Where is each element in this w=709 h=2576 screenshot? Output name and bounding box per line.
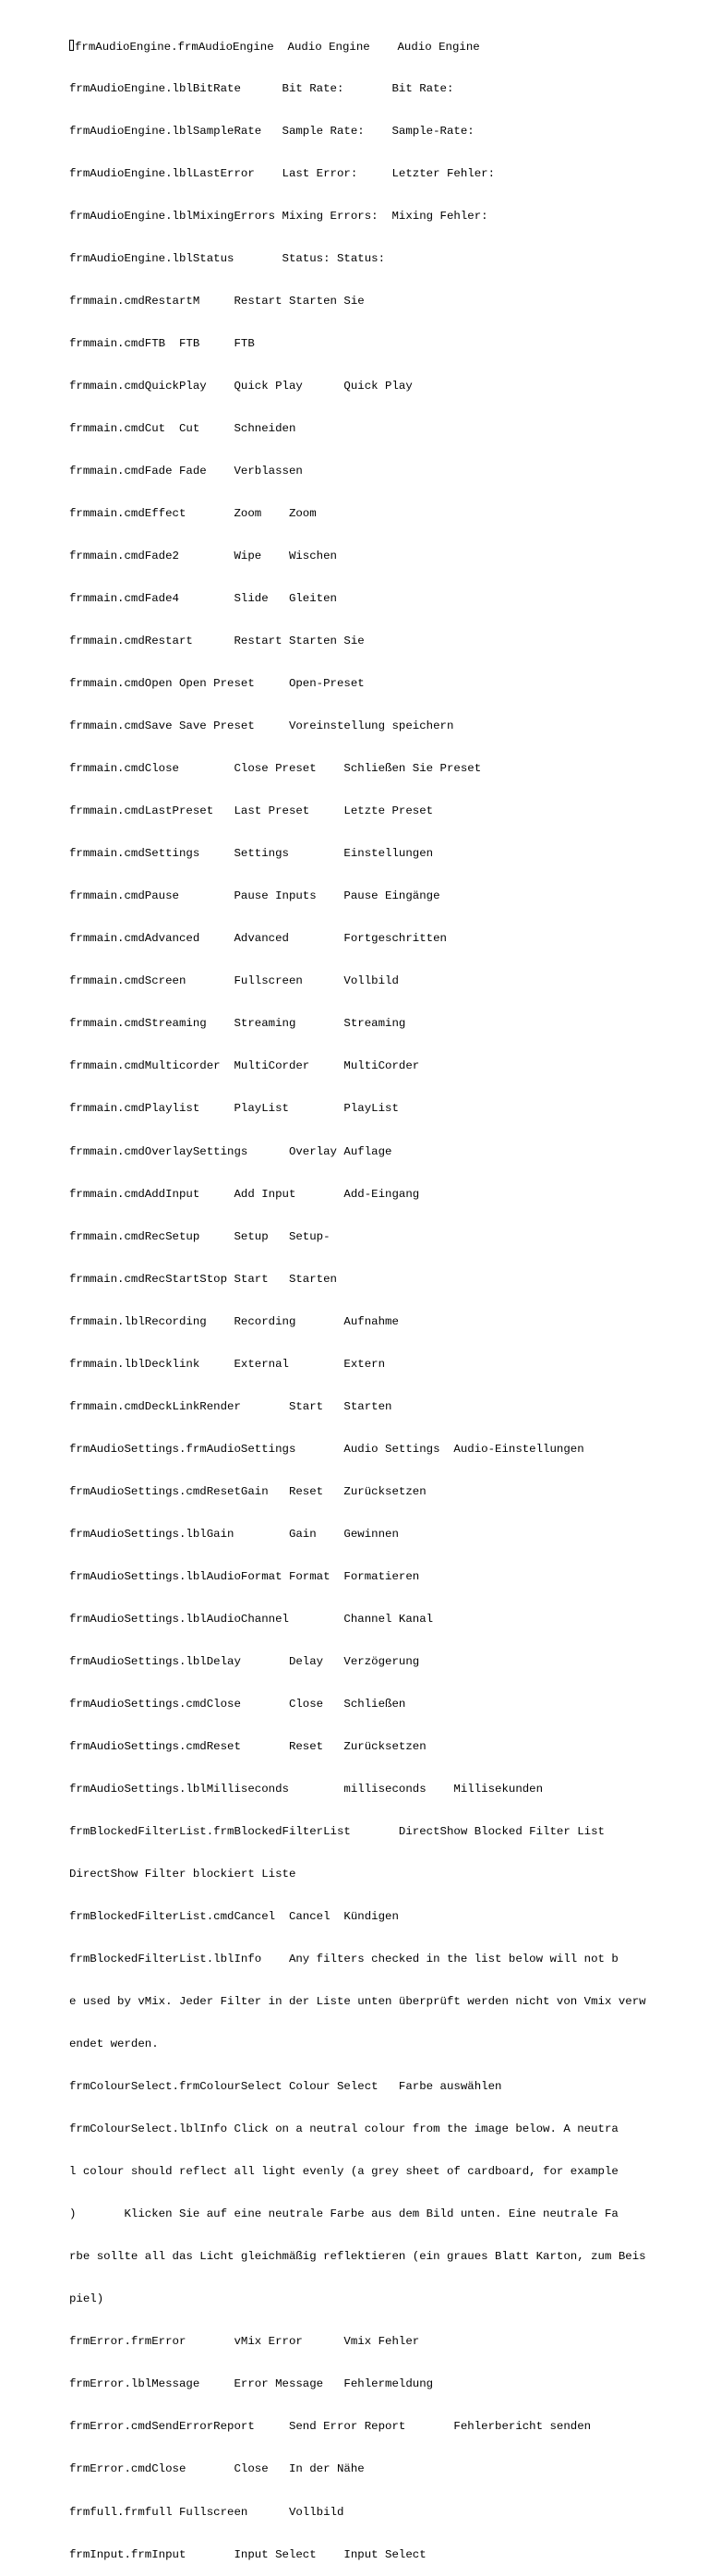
text-line: frmAudioSettings.lblDelay Delay Verzögerung	[69, 1654, 420, 1668]
text-line: frmmain.cmdOpen Open Preset Open-Preset	[69, 677, 365, 691]
text-line: DirectShow Filter blockiert Liste	[69, 1868, 296, 1881]
text-line: frmmain.cmdRestart Restart Starten Sie	[69, 635, 365, 648]
text-line: frmError.lblMessage Error Message Fehlermeldung	[69, 2377, 434, 2391]
text-line: frmAudioSettings.cmdClose Close Schließen	[69, 1697, 406, 1711]
text-line: frmmain.cmdLastPreset Last Preset Letzte Preset	[69, 804, 434, 818]
text-line: ) Klicken Sie auf eine neutrale Farbe aus dem Bild unten. Eine neutrale Fa	[69, 2207, 619, 2221]
text-line: frmfull.frmfull Fullscreen Vollbild	[69, 2505, 344, 2519]
text-line: frmmain.cmdDeckLinkRender Start Starten	[69, 1399, 392, 1413]
text-line: frmAudioSettings.lblGain Gain Gewinnen	[69, 1527, 399, 1541]
text-line: frmAudioSettings.frmAudioSettings Audio Settings Audio-Einstellungen	[69, 1442, 584, 1456]
text-line: frmAudioSettings.lblAudioChannel Channel Kanal	[69, 1612, 434, 1626]
text-line: frmmain.cmdRestartM Restart Starten Sie	[69, 294, 365, 308]
text-line: frmColourSelect.frmColourSelect Colour Select Farbe auswählen	[69, 2080, 502, 2094]
text-line: e used by vMix. Jeder Filter in der Liste unten überprüft werden nicht von Vmix verw	[69, 1995, 646, 2009]
text-line: frmmain.cmdStreaming Streaming Streaming	[69, 1017, 406, 1031]
text-line: frmmain.lblRecording Recording Aufnahme	[69, 1314, 399, 1328]
text-line: frmInput.frmInput Input Select Input Select	[69, 2547, 427, 2561]
text-line: frmmain.lblDecklink External Extern	[69, 1357, 386, 1371]
text-line: frmAudioEngine.lblStatus Status: Status:	[69, 251, 386, 265]
missing-glyph-icon	[69, 40, 74, 51]
text-line: frmmain.cmdOverlaySettings Overlay Auflage	[69, 1144, 392, 1158]
text-line: frmmain.cmdFade Fade Verblassen	[69, 465, 303, 478]
text-line: frmmain.cmdFade4 Slide Gleiten	[69, 592, 337, 606]
text-line: frmAudioSettings.cmdResetGain Reset Zurücksetzen	[69, 1484, 427, 1498]
text-line: frmmain.cmdQuickPlay Quick Play Quick Play	[69, 379, 413, 393]
text-line: frmmain.cmdAdvanced Advanced Fortgeschritten	[69, 932, 447, 946]
text-line: frmError.cmdSendErrorReport Send Error Report Fehlerbericht senden	[69, 2420, 592, 2434]
text-line: frmmain.cmdClose Close Preset Schließen Sie Preset	[69, 762, 482, 776]
text-line: frmAudioEngine.lblSampleRate Sample Rate: Sample-Rate:	[69, 124, 475, 138]
text-line: frmBlockedFilterList.frmBlockedFilterList DirectShow Blocked Filter List	[69, 1825, 605, 1838]
text-line: frmAudioEngine.lblMixingErrors Mixing Errors: Mixing Fehler:	[69, 209, 488, 223]
text-line: frmmain.cmdAddInput Add Input Add-Eingang	[69, 1187, 420, 1201]
text-line: frmAudioSettings.lblMilliseconds milliseconds Millisekunden	[69, 1782, 544, 1796]
text-line: frmAudioSettings.cmdReset Reset Zurücksetzen	[69, 1739, 427, 1753]
text-line: frmColourSelect.lblInfo Click on a neutral colour from the image below. A neutra	[69, 2122, 619, 2136]
text-line: frmError.frmError vMix Error Vmix Fehler	[69, 2335, 420, 2349]
document-body	[69, 11, 660, 2576]
text-line: frmError.cmdClose Close In der Nähe	[69, 2462, 365, 2476]
text-line: frmmain.cmdMulticorder MultiCorder MultiCorder	[69, 1059, 420, 1073]
text-line: frmBlockedFilterList.lblInfo Any filters checked in the list below will not b	[69, 1953, 619, 1966]
text-line: endet werden.	[69, 2038, 159, 2051]
text-line: frmAudioEngine.frmAudioEngine Audio Engine Audio Engine	[69, 40, 660, 54]
text-line: frmmain.cmdPlaylist PlayList PlayList	[69, 1102, 399, 1116]
text-line: frmAudioEngine.lblLastError Last Error: Letzter Fehler:	[69, 166, 496, 180]
text-line: rbe sollte all das Licht gleichmäßig reflektieren (ein graues Blatt Karton, zum Beis	[69, 2250, 646, 2264]
text-line: frmmain.cmdEffect Zoom Zoom	[69, 507, 317, 521]
text-line: frmmain.cmdSettings Settings Einstellungen	[69, 847, 434, 861]
text-line: frmmain.cmdRecSetup Setup Setup-	[69, 1229, 330, 1243]
text-line: frmBlockedFilterList.cmdCancel Cancel Kündigen	[69, 1910, 399, 1924]
text-line: frmmain.cmdSave Save Preset Voreinstellung speichern	[69, 720, 454, 733]
text-line: frmmain.cmdScreen Fullscreen Vollbild	[69, 974, 399, 988]
text-line: frmmain.cmdRecStartStop Start Starten	[69, 1272, 337, 1286]
text-line: piel)	[69, 2292, 104, 2306]
text-line: frmAudioEngine.lblBitRate Bit Rate: Bit Rate:	[69, 81, 454, 95]
text-line: frmmain.cmdCut Cut Schneiden	[69, 421, 296, 435]
text-line: frmAudioSettings.lblAudioFormat Format Formatieren	[69, 1569, 420, 1583]
text-line: l colour should reflect all light evenly (a grey sheet of cardboard, for example	[69, 2165, 619, 2179]
text-line: frmmain.cmdFade2 Wipe Wischen	[69, 550, 337, 563]
text-line: frmmain.cmdFTB FTB FTB	[69, 336, 255, 350]
text-line: frmmain.cmdPause Pause Inputs Pause Eingänge	[69, 889, 440, 903]
